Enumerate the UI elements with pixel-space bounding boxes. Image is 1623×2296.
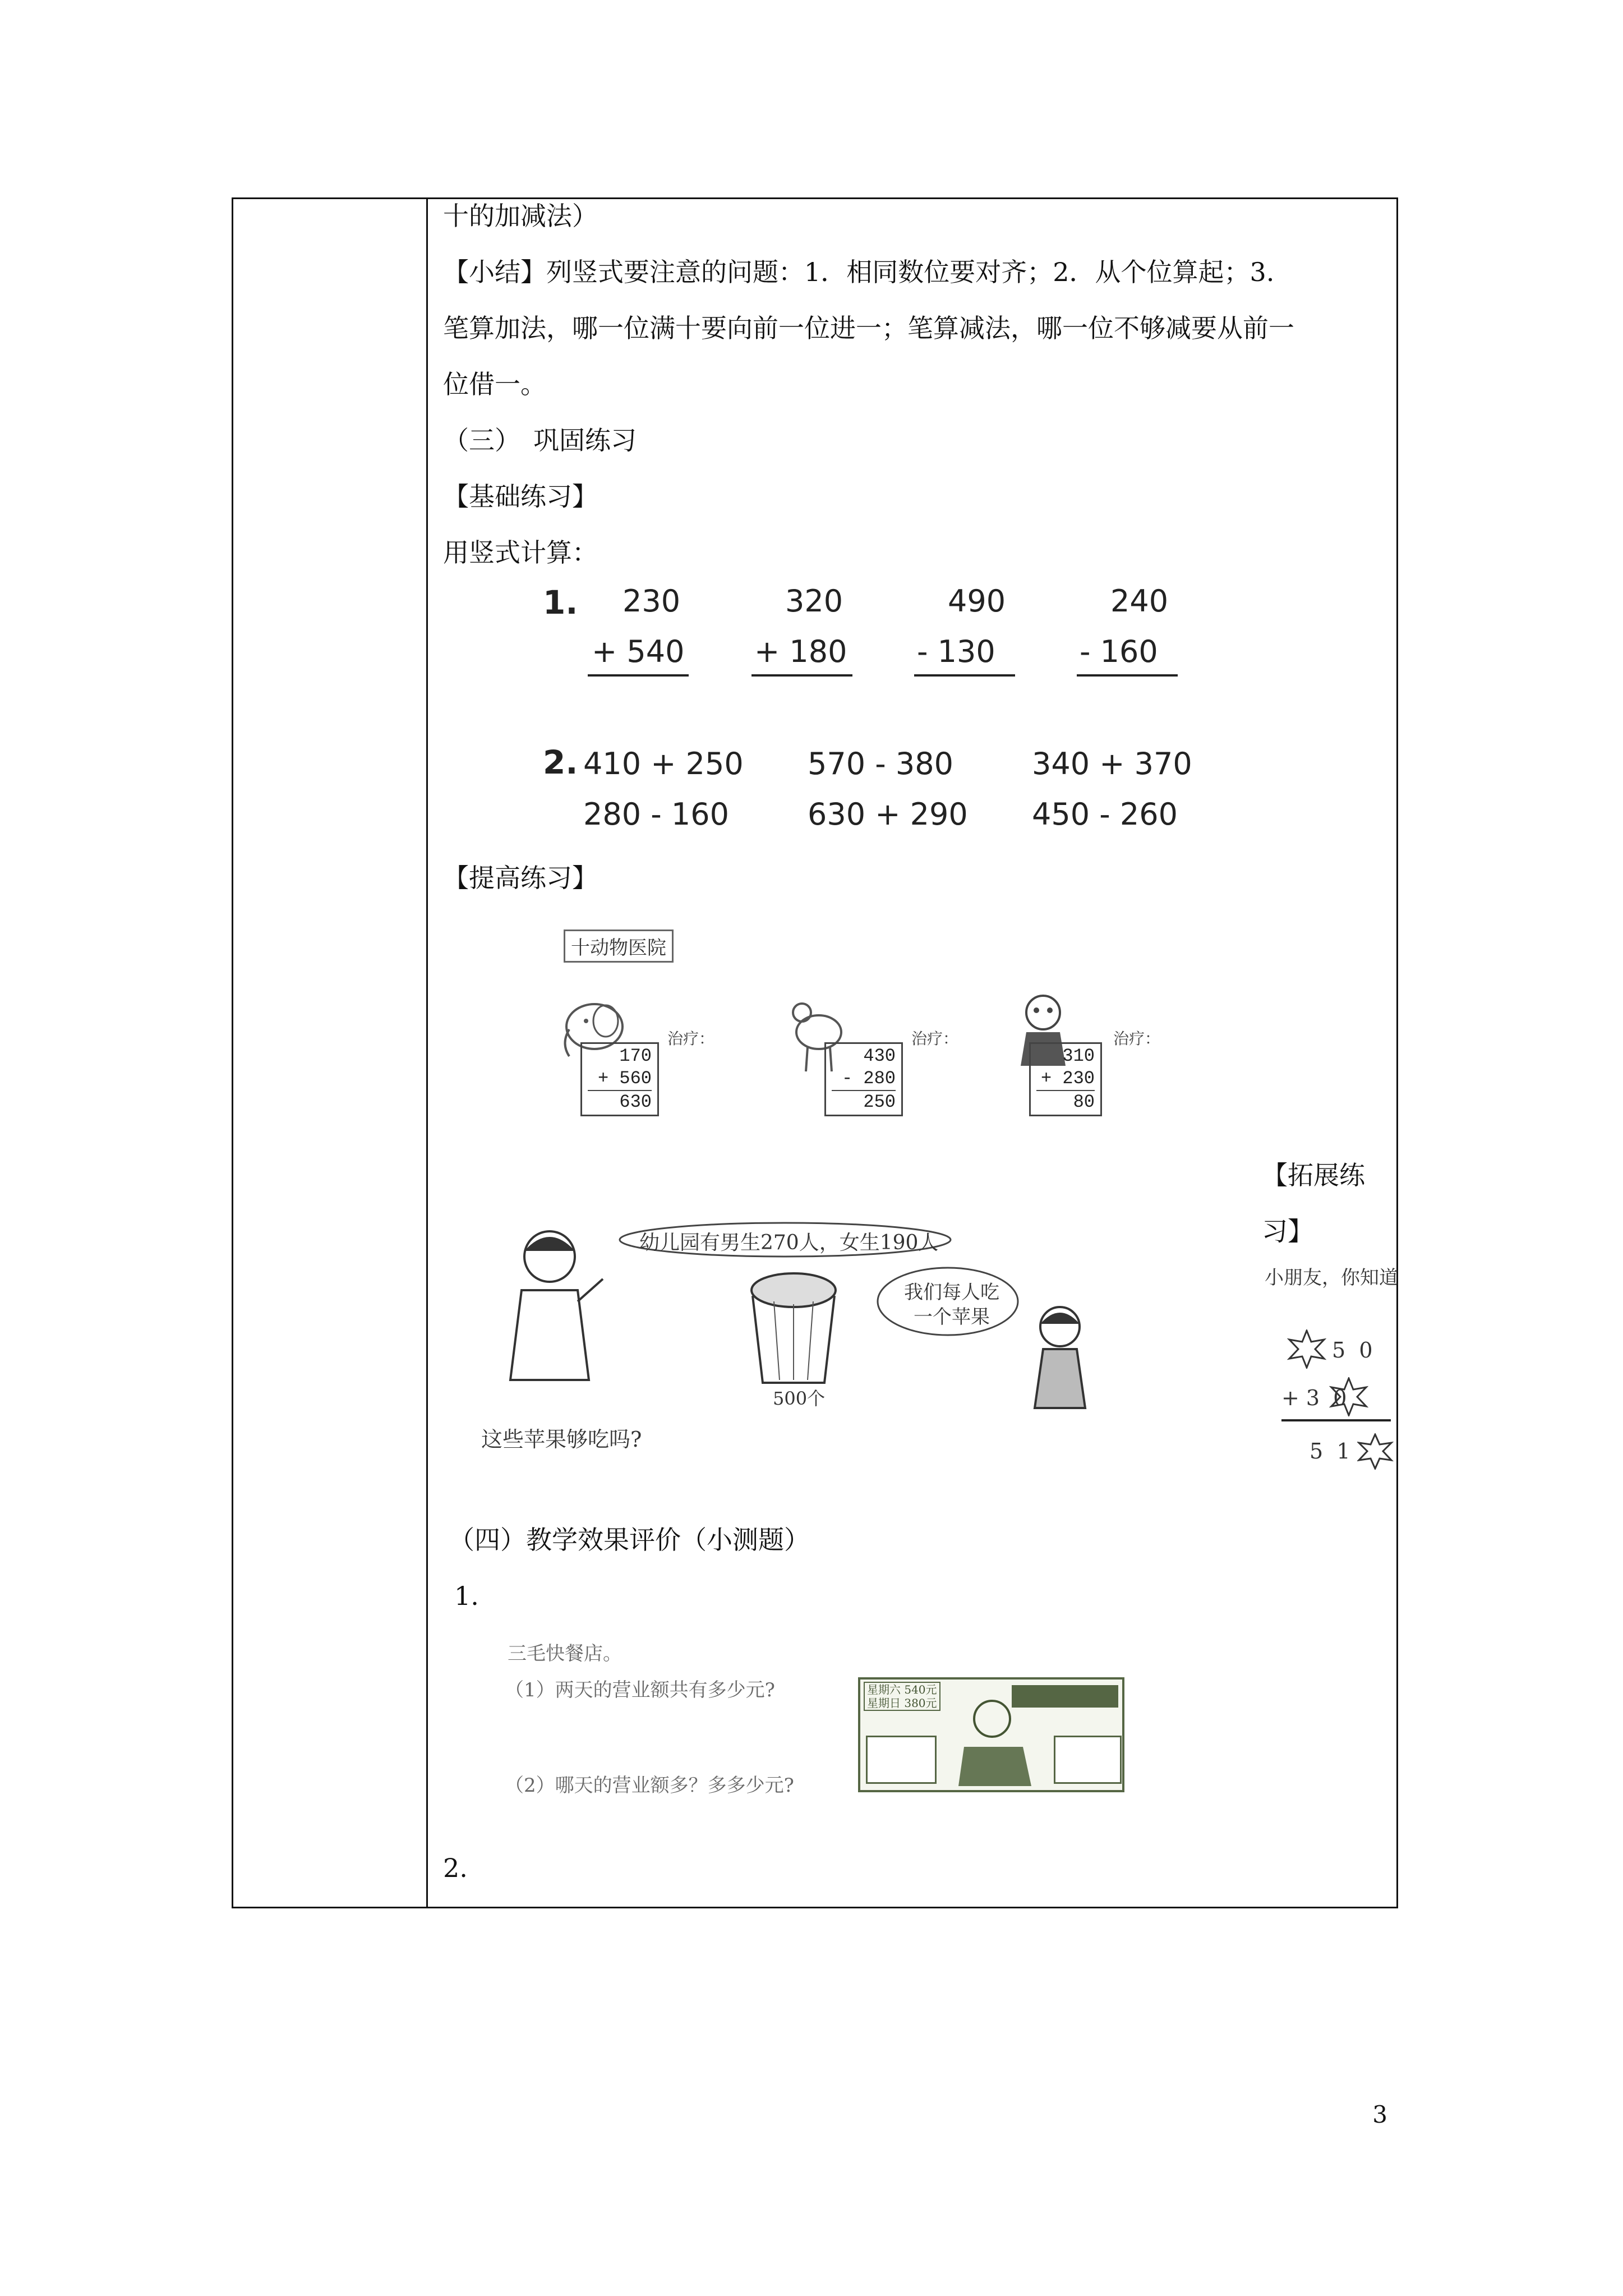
hospital-case-3 bbox=[1029, 1042, 1102, 1116]
sales-saturday: 星期六 540元 bbox=[867, 1683, 937, 1696]
ex1-p3-top: 490 bbox=[948, 583, 1006, 619]
girl-illustration bbox=[1021, 1301, 1099, 1414]
apple-basket-illustration bbox=[746, 1268, 841, 1391]
shopkeeper-illustration bbox=[939, 1691, 1051, 1789]
puzzle-row-3: 5 1 bbox=[1310, 1439, 1350, 1464]
ex1-p2-bottom: + 180 bbox=[754, 634, 847, 669]
hospital-case-2 bbox=[824, 1042, 903, 1116]
restaurant-title: 三毛快餐店。 bbox=[508, 1642, 622, 1665]
exercise-2-label: 2. bbox=[543, 743, 578, 781]
exercise-1-label: 1. bbox=[543, 583, 578, 622]
ex2-r2-c2: 630 + 290 bbox=[808, 797, 968, 832]
puzzle-row-2: + 3 0 bbox=[1281, 1386, 1347, 1410]
ex2-r1-c2: 570 - 380 bbox=[808, 746, 953, 781]
treat-label-3: 治疗： bbox=[1113, 1029, 1161, 1048]
test-item-1-number: 1. bbox=[454, 1581, 479, 1611]
ex2-r1-c1: 410 + 250 bbox=[583, 746, 744, 781]
sales-sunday: 星期日 380元 bbox=[867, 1696, 937, 1710]
ex1-p4-bottom: - 160 bbox=[1080, 634, 1158, 669]
ex2-r2-c1: 280 - 160 bbox=[583, 797, 729, 832]
answer-box-right bbox=[1054, 1736, 1122, 1784]
case-2-bottom: - 280 bbox=[841, 1068, 896, 1089]
advanced-practice-heading: 【提高练习】 bbox=[443, 863, 598, 893]
case-3-bottom: + 230 bbox=[1040, 1068, 1095, 1089]
table-column-divider bbox=[426, 197, 428, 1908]
extension-practice-heading-1: 【拓展练 bbox=[1262, 1160, 1365, 1190]
vertical-calc-instruction: 用竖式计算： bbox=[443, 537, 598, 568]
case-3-top: 310 bbox=[1062, 1046, 1095, 1066]
apple-question: 这些苹果够吃吗? bbox=[481, 1427, 642, 1452]
case-3-result: 80 bbox=[1036, 1090, 1095, 1114]
restaurant-illustration bbox=[858, 1677, 1124, 1792]
puzzle-star-icon-1 bbox=[1287, 1329, 1326, 1369]
speech-bubble-1-text: 幼儿园有男生270人，女生190人 bbox=[639, 1231, 939, 1254]
treat-label-2: 治疗： bbox=[911, 1029, 959, 1048]
ex1-p1-top: 230 bbox=[623, 583, 681, 619]
speech-bubble-2-text bbox=[904, 1280, 999, 1329]
animal-hospital-sign: 十动物医院 bbox=[564, 930, 674, 963]
summary-line-2: 笔算加法，哪一位满十要向前一位进一；笔算减法，哪一位不够减要从前一 bbox=[443, 313, 1294, 343]
ex1-p3-bottom: - 130 bbox=[917, 634, 995, 669]
case-2-top: 430 bbox=[863, 1046, 896, 1066]
restaurant-question-1: （1）两天的营业额共有多少元? bbox=[505, 1679, 775, 1701]
case-1-top: 170 bbox=[619, 1046, 652, 1066]
ex1-p4-top: 240 bbox=[1110, 583, 1169, 619]
basket-label: 500个 bbox=[773, 1388, 826, 1409]
speech-bubble-2-line-1: 我们每人吃 bbox=[904, 1281, 999, 1304]
hospital-case-1 bbox=[580, 1042, 659, 1116]
puzzle-prompt: 小朋友，你知道 bbox=[1265, 1267, 1398, 1289]
speech-bubble-2-line-2: 一个苹果 bbox=[914, 1306, 990, 1328]
ex2-r2-c3: 450 - 260 bbox=[1032, 797, 1178, 832]
puzzle-sum-line bbox=[1281, 1419, 1391, 1421]
treat-label-1: 治疗： bbox=[667, 1029, 715, 1048]
teacher-illustration bbox=[488, 1217, 623, 1386]
case-1-result: 630 bbox=[588, 1090, 652, 1114]
ex1-p4-line bbox=[1077, 674, 1178, 677]
ex1-p2-line bbox=[751, 674, 852, 677]
sales-sign bbox=[864, 1682, 940, 1711]
summary-line-3: 位借一。 bbox=[443, 369, 546, 399]
case-1-bottom: + 560 bbox=[597, 1068, 652, 1089]
case-2-result: 250 bbox=[832, 1090, 896, 1114]
continued-text: 十的加减法） bbox=[443, 201, 598, 231]
answer-box-left bbox=[866, 1736, 937, 1784]
ex1-p3-line bbox=[914, 674, 1015, 677]
ex1-p1-bottom: + 540 bbox=[592, 634, 685, 669]
section-4-heading: （四）教学效果评价（小测题） bbox=[449, 1525, 810, 1555]
extension-practice-heading-2: 习】 bbox=[1262, 1216, 1313, 1246]
puzzle-star-icon-3 bbox=[1357, 1433, 1394, 1470]
puzzle-star-icon-2 bbox=[1329, 1377, 1368, 1416]
ex1-p1-line bbox=[588, 674, 689, 677]
page-number: 3 bbox=[1372, 2101, 1387, 2128]
section-3-heading: （三） 巩固练习 bbox=[443, 425, 637, 455]
summary-line-1: 【小结】列竖式要注意的问题：1．相同数位要对齐；2．从个位算起；3. bbox=[443, 257, 1275, 287]
ex2-r1-c3: 340 + 370 bbox=[1032, 746, 1192, 781]
basic-practice-heading: 【基础练习】 bbox=[443, 481, 598, 512]
restaurant-question-2: （2）哪天的营业额多？多多少元? bbox=[505, 1774, 794, 1797]
ex1-p2-top: 320 bbox=[785, 583, 843, 619]
test-item-2-number: 2. bbox=[443, 1853, 468, 1883]
puzzle-row-1: 5 0 bbox=[1332, 1338, 1373, 1363]
